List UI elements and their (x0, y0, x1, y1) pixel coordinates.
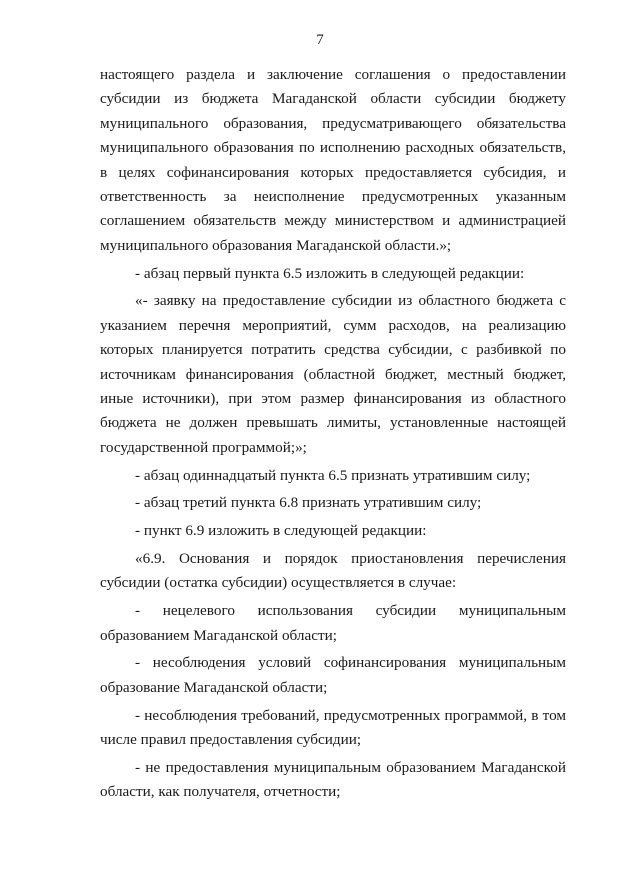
paragraph-application-text: «- заявку на предоставление субсидии из областного бюджета с указанием перечня мероприятий, сумм расходов, на реализацию которых планируется потратить средства субсидии, с разбивкой по источникам финансирования (областной бюджет, местный бюджет, иные источники), при этом размер финансирования из областного бюджета не должен превышать лимиты, установленные настоящей государственной программой;»; (100, 292, 566, 456)
list-item-requirements: - несоблюдения требований, предусмотренных программой, в том числе правил предоставления субсидии; (100, 706, 566, 749)
document-body (100, 63, 566, 808)
paragraph-6-9-text: «6.9. Основания и порядок приостановления перечисления субсидии (остатка субсидии) осуществляется в случае: (100, 550, 566, 592)
list-item-reporting: - не предоставления муниципальным образованием Магаданской области, как получателя, отчетности; (100, 758, 566, 801)
paragraph-continuation: настоящего раздела и заключение соглашения о предоставлении субсидии из бюджета Магаданской области субсидии бюджету муниципального образования, предусматривающего обязательства муниципального образования по исполнению расходных обязательств, в целях софинансирования которых предоставляется субсидия, и ответственность за неисполнение предусмотренных указанным соглашением обязательств между министерством и администрацией муниципального образования Магаданской области.»; (100, 66, 566, 254)
paragraph-amendment-6-8-third: - абзац третий пункта 6.8 признать утратившим силу; (135, 494, 482, 512)
paragraph-amendment-6-9: - пункт 6.9 изложить в следующей редакции: (135, 522, 427, 540)
page-number: 7 (316, 32, 324, 48)
paragraph-amendment-6-5-eleventh: - абзац одиннадцатый пункта 6.5 признать утратившим силу; (135, 466, 531, 484)
list-item-cofinancing: - несоблюдения условий софинансирования муниципальным образование Магаданской области; (100, 654, 566, 696)
list-item-misuse: - нецелевого использования субсидии муниципальным образованием Магаданской области; (100, 602, 566, 644)
paragraph-amendment-6-5-first: - абзац первый пункта 6.5 изложить в следующей редакции: (135, 264, 525, 282)
